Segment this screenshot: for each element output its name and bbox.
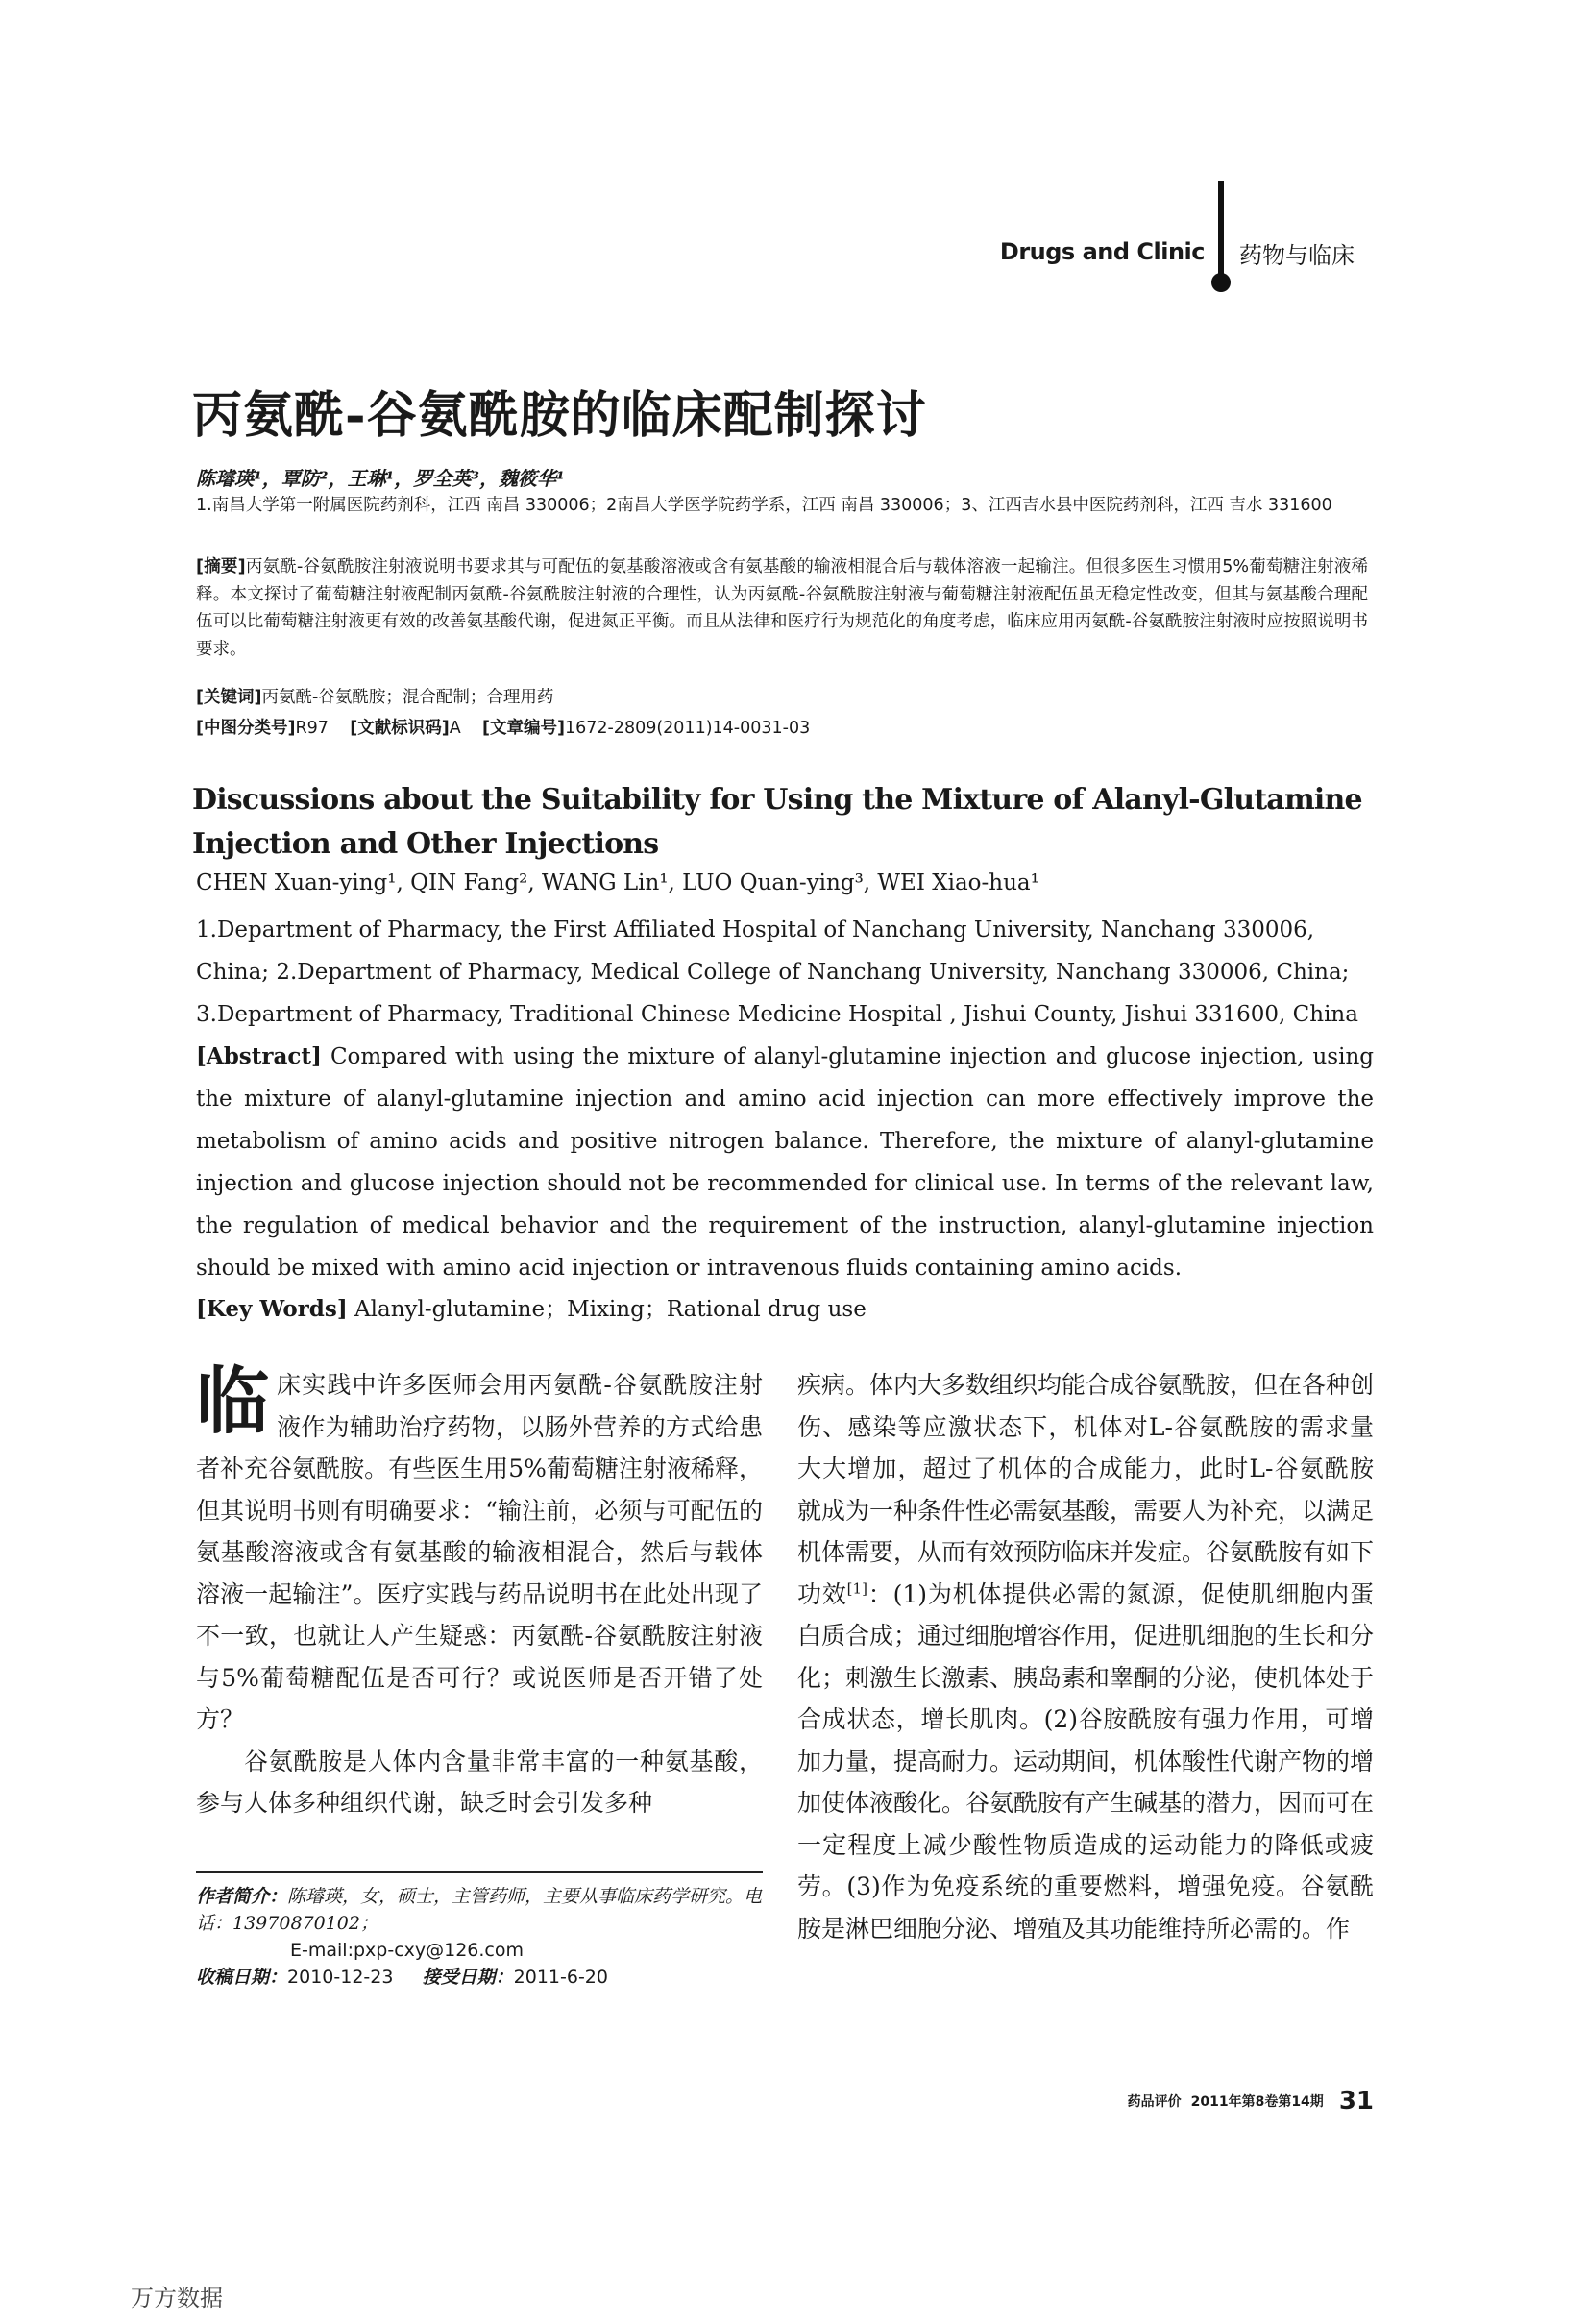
footnote-dates [196,1964,772,1991]
body-paragraph: 谷氨酰胺是人体内含量非常丰富的一种氨基酸，参与人体多种组织代谢，缺乏时会引发多种 [196,1747,763,1817]
authors-cn: 陈璿瑛¹，覃防²，王琳¹，罗全英³，魏筱华¹ [196,467,565,490]
journal-name-en: Drugs and Clinic [999,238,1205,265]
abstract-en-label: [Abstract] [196,1043,322,1069]
page-number: 31 [1338,2087,1374,2116]
keywords-cn-text: 丙氨酰-谷氨酰胺；混合配制；合理用药 [261,688,554,707]
affiliations-en: 1.Department of Pharmacy, the First Affiliated Hospital of Nanchang University, Nanchang 330006, China; 2.Department of Pharmacy, Medical College of Nanchang University, Nanchang 330006, China; 3.Department of Pharmacy, Traditional Chinese Medicine Hospital , Jishui County, Jishui 331600, China [196,917,1358,1027]
header-divider-dot [1211,273,1231,292]
body-paragraph [196,1358,763,1741]
classification-line [196,715,810,739]
authors-en: CHEN Xuan-ying¹, QIN Fang², WANG Lin¹, LUO Quan-ying³, WEI Xiao-hua¹ [196,870,1039,895]
body-text: 疾病。体内大多数组织均能合成谷氨酰胺，但在各种创伤、感染等应激状态下，机体对L-谷氨酰胺的需求量大大增加，超过了机体的合成能力，此时L-谷氨酰胺就成为一种条件性必需氨基酸，需要人为补充，以满足机体需要，从而有效预防临床并发症。谷氨酰胺有如下功效 [797,1371,1375,1608]
article-no-value: 1672-2809(2011)14-0031-03 [564,719,811,738]
abstract-cn [196,553,1368,663]
abstract-en [196,1036,1374,1289]
body-column-right [797,1364,1374,1949]
body-column-left [196,1358,763,1824]
drop-cap: 临 [196,1358,269,1444]
watermark: 万方数据 [131,2285,223,2312]
footnote-author-info: 陈璿瑛，女，硕士，主管药师，主要从事临床药学研究。电话：13970870102； [196,1886,763,1934]
accepted-date: 2011-6-20 [513,1967,608,1988]
footer-issue: 2011年第8卷第14期 [1190,2094,1324,2110]
footer-journal: 药品评价 [1127,2094,1182,2110]
footnote-email: E-mail:pxp-cxy@126.com [290,1940,525,1961]
body-text: 床实践中许多医师会用丙氨酰-谷氨酰胺注射液作为辅助治疗药物，以肠外营养的方式给患者补充谷氨酰胺。有些医生用5%葡萄糖注射液稀释，但其说明书则有明确要求：“输注前，必须与可配伍的氨基酸溶液或含有氨基酸的输液相混合，然后与载体溶液一起输注”。医疗实践与药品说明书在此处出现了不一致，也就让人产生疑惑：丙氨酰-谷氨酰胺注射液与5%葡萄糖配伍是否可行？或说医师是否开错了处方？ [196,1371,763,1733]
affiliations-cn: 1.南昌大学第一附属医院药剂科，江西 南昌 330006；2南昌大学医学院药学系，江西 南昌 330006；3、江西吉水县中医院药剂科，江西 吉水 331600 [196,496,1332,515]
received-date: 2010-12-23 [287,1967,394,1988]
article-title-en: Discussions about the Suitability for Using the Mixture of Alanyl-Glutamine Injection and Other Injections [192,783,1362,861]
article-title-cn: 丙氨酰-谷氨酰胺的临床配制探讨 [192,386,927,445]
classification-value: R97 [295,719,329,738]
footnote [196,1883,772,1991]
footnote-author-label: 作者简介： [196,1886,288,1907]
keywords-en-label: [Key Words] [196,1296,348,1322]
keywords-cn [196,684,553,708]
doc-code-value: A [449,719,461,738]
body-paragraph [797,1364,1374,1949]
citation-ref: [1] [846,1579,867,1598]
abstract-cn-label: [摘要] [196,557,246,576]
accepted-label: 接受日期： [422,1967,514,1988]
journal-name-cn: 药物与临床 [1239,242,1355,269]
keywords-cn-label: [关键词] [196,688,262,707]
received-label: 收稿日期： [196,1967,288,1988]
classification-label: [中图分类号] [196,719,296,738]
page-footer [1105,2087,1374,2116]
header-divider-bar [1218,181,1224,284]
footnote-author-line [196,1883,772,1937]
keywords-en [196,1291,867,1323]
doc-code-label: [文献标识码] [350,719,450,738]
body-text: ：(1)为机体提供必需的氮源，促使肌细胞内蛋白质合成；通过细胞增容作用，促进肌细胞的生长和分化；刺激生长激素、胰岛素和睾酮的分泌，使机体处于合成状态，增长肌肉。(2)谷胺酰胺有强力作用，可增加力量，提高耐力。运动期间，机体酸性代谢产物的增加使体液酸化。谷氨酰胺有产生碱基的潜力，因而可在一定程度上减少酸性物质造成的运动能力的降低或疲劳。(3)作为免疫系统的重要燃料，增强免疫。谷氨酰胺是淋巴细胞分泌、增殖及其功能维持所必需的。作 [797,1579,1375,1943]
abstract-cn-text: 丙氨酰-谷氨酰胺注射液说明书要求其与可配伍的氨基酸溶液或含有氨基酸的输液相混合后与载体溶液一起输注。但很多医生习惯用5%葡萄糖注射液稀释。本文探讨了葡萄糖注射液配制丙氨酰-谷氨酰胺注射液的合理性，认为丙氨酰-谷氨酰胺注射液与葡萄糖注射液配伍虽无稳定性改变，但其与氨基酸合理配伍可以比葡萄糖注射液更有效的改善氨基酸代谢，促进氮正平衡。而且从法律和医疗行为规范化的角度考虑，临床应用丙氨酰-谷氨酰胺注射液时应按照说明书要求。 [196,557,1369,659]
article-no-label: [文章编号] [481,719,565,738]
keywords-en-text: Alanyl-glutamine；Mixing；Rational drug use [354,1297,867,1322]
footnote-rule [196,1871,763,1873]
abstract-en-text: Compared with using the mixture of alanyl-glutamine injection and glucose injection, using the mixture of alanyl-glutamine injection and amino acid injection can more effectively improve the metabolism of amino acids and positive nitrogen balance. Therefore, the mixture of alanyl-glutamine injection and glucose injection should not be recommended for clinical use. In terms of the relevant law, the regulation of medical behavior and the requirement of the instruction, alanyl-glutamine injection should be mixed with amino acid injection or intravenous fluids containing amino acids. [196,1044,1375,1281]
